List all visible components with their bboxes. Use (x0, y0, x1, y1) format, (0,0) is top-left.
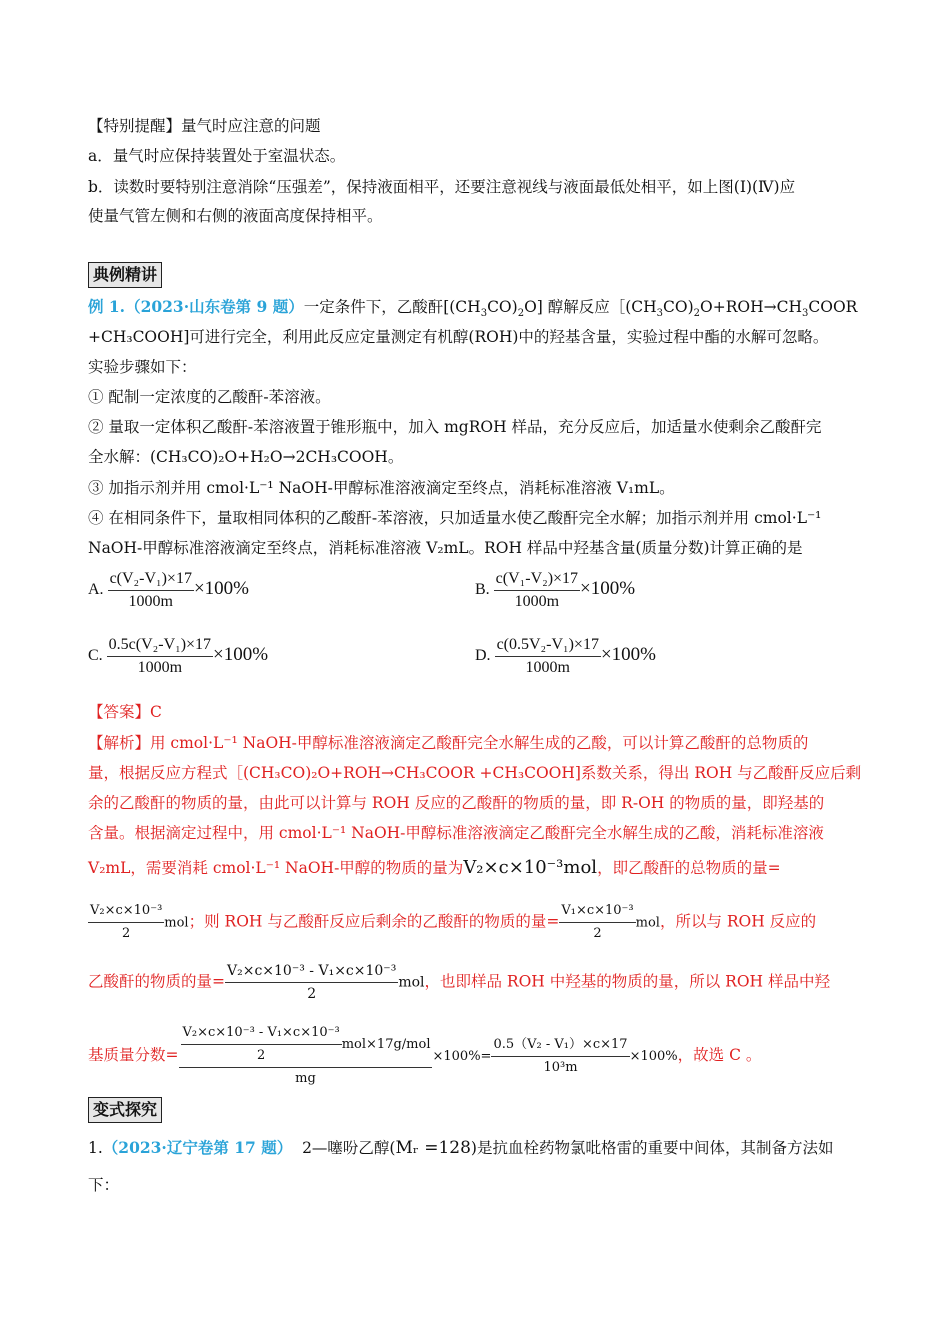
formula-total-anhydride: $\frac{\text{V₂×c×10⁻³}}{2}$ (88, 900, 164, 945)
formula-reacted-anhydride: $\frac{\text{V₂×c×10⁻³ - V₁×c×10⁻³}}{2}$ (225, 960, 398, 1005)
step-2-line1: ② 量取一定体积乙酸酐-苯溶液置于锥形瓶中，加入 mgROH 样品，充分反应后，加适量水使剩余乙酸酐完 (88, 418, 822, 436)
example-line1: 例 1.（2023·山东卷第 9 题）一定条件下，乙酸酐$[(CH_3CO)_2O]$ 醇解反应$[(CH_3CO)_2O+ROH\to CH_3COOR$ (88, 297, 858, 320)
reminder-a: a．量气时应保持装置处于室温状态。 (88, 147, 346, 165)
example-line2: +CH₃COOH]可进行完全，利用此反应定量测定有机醇(ROH)中的羟基含量，实验过程中酯的水解可忽略。 (88, 328, 829, 346)
formula-mass-fraction-simplified: $\frac{\text{0.5（V₂ - V₁）×c×17}}{\text{10³m}}$ (491, 1034, 629, 1079)
step-2-line2: 全水解：(CH₃CO)₂O+H₂O→2CH₃COOH。 (88, 448, 404, 466)
variant-line2: 下： (88, 1176, 120, 1194)
analysis-line4: 含量。根据滴定过程中，用 cmol·L⁻¹ NaOH-甲醇标准溶液滴定乙酸酐完全水解生成的乙酸，消耗标准溶液 (88, 824, 824, 842)
analysis-line7: 乙酸酐的物质的量= $\frac{\text{V₂×c×10⁻³ - V₁×c×10⁻³}}{2}$ mol，也即样品 ROH 中羟基的物质的量，所以 ROH 样品中羟 (88, 960, 830, 1005)
step-3: ③ 加指示剂并用 cmol·L⁻¹ NaOH-甲醇标准溶液滴定至终点，消耗标准溶液 V₁mL。 (88, 479, 675, 497)
option-b[interactable]: B. $\frac{\text{c(V₁-V₂)×17}}{1000m}$ ×100% (475, 570, 636, 610)
section-heading-examples: 典例精讲 (88, 262, 162, 288)
analysis-line2: 量，根据反应方程式［(CH₃CO)₂O+ROH→CH₃COOR +CH₃COOH]系数关系，得出 ROH 与乙酸酐反应后剩 (88, 764, 862, 782)
reminder-b-line1: b．读数时要特别注意消除“压强差”，保持液面相平，还要注意视线与液面最低处相平，如上图(I)(Ⅳ)应 (88, 178, 796, 196)
option-d[interactable]: D. $\frac{\text{c(0.5V₂-V₁)×17}}{1000m}$ ×100% (475, 636, 656, 676)
option-a[interactable]: A. $\frac{\text{c(V₂-V₁)×17}}{1000m}$ ×100% (88, 570, 249, 610)
answer: 【答案】C (88, 703, 162, 721)
step-1: ① 配制一定浓度的乙酸酐-苯溶液。 (88, 388, 331, 406)
step-4-line1: ④ 在相同条件下，量取相同体积的乙酸酐-苯溶液，只加适量水使乙酸酐完全水解；加指示剂并用 cmol·L⁻¹ (88, 509, 822, 527)
reminder-b-line2: 使量气管左侧和右侧的液面高度保持相平。 (88, 207, 383, 225)
analysis-line1: 【解析】用 cmol·L⁻¹ NaOH-甲醇标准溶液滴定乙酸酐完全水解生成的乙酸，可以计算乙酸酐的总物质的 (88, 734, 809, 752)
analysis-line8: 基质量分数= $\frac{\text{V₂×c×10⁻³ - V₁×c×10⁻³}}{2}$ mol×17g/mol mg ×100%= $\frac{\text{0.5（V₂ - V₁）×c×17}}{\text{10³m}}$ ×100%，故选 C 。 (88, 1022, 761, 1090)
variant-tag: （2023·辽宁卷第 17 题） (102, 1138, 293, 1157)
step-4-line2: NaOH-甲醇标准溶液滴定至终点，消耗标准溶液 V₂mL。ROH 样品中羟基含量(质量分数)计算正确的是 (88, 539, 803, 557)
option-c[interactable]: C. $\frac{\text{0.5c(V₂-V₁)×17}}{1000m}$ ×100% (88, 636, 269, 676)
formula-mass-fraction: $\frac{\text{V₂×c×10⁻³ - V₁×c×10⁻³}}{2}$ mol×17g/mol mg (179, 1022, 433, 1090)
analysis-line6: $\frac{\text{V₂×c×10⁻³}}{2}$ mol；则 ROH 与乙酸酐反应后剩余的乙酸酐的物质的量= $\frac{\text{V₁×c×10⁻³}}{2}$ mol，所以与 ROH 反应的 (88, 900, 816, 945)
variant-line1: 1.（2023·辽宁卷第 17 题） 2—噻吩乙醇(Mᵣ =128)是抗血栓药物氯吡格雷的重要中间体，其制备方法如 (88, 1138, 834, 1158)
formula-total-naoh: V₂×c×10⁻³mol (463, 857, 598, 878)
analysis-line5: V₂mL，需要消耗 cmol·L⁻¹ NaOH-甲醇的物质的量为V₂×c×10⁻³mol，即乙酸酐的总物质的量= (88, 857, 781, 878)
example-tag: 例 1.（2023·山东卷第 9 题） (88, 297, 304, 316)
analysis-line3: 余的乙酸酐的物质的量，由此可以计算与 ROH 反应的乙酸酐的物质的量，即 R-OH 的物质的量，即羟基的 (88, 794, 825, 812)
reminder-title: 【特别提醒】量气时应注意的问题 (88, 117, 321, 135)
example-line3: 实验步骤如下： (88, 358, 197, 376)
section-heading-variants: 变式探究 (88, 1097, 162, 1123)
formula-remaining-anhydride: $\frac{\text{V₁×c×10⁻³}}{2}$ (559, 900, 635, 945)
